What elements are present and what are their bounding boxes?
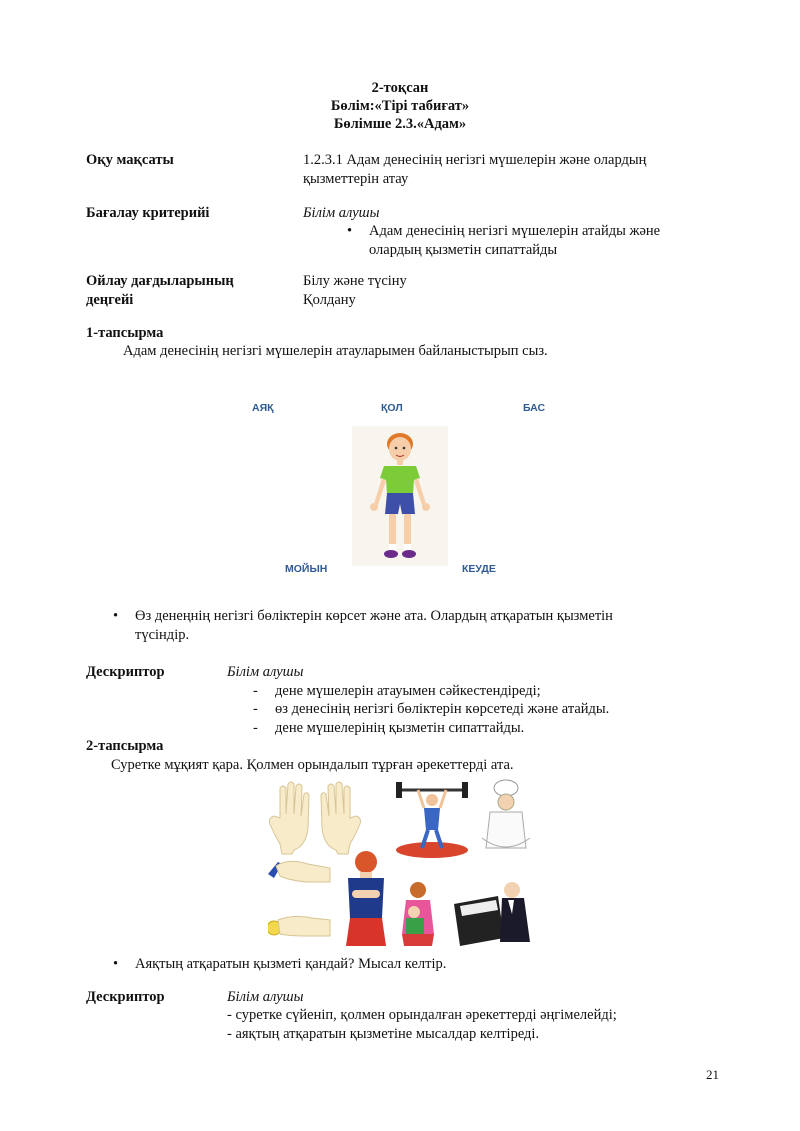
task1-bullet-1: • Өз денеңнің негізгі бөліктерін көрсет және ата. Олардың атқаратын қызметін xyxy=(135,608,613,625)
objectives-text-2: қызметтерін атау xyxy=(303,171,409,187)
label-neck: МОЙЫН xyxy=(285,563,328,575)
task2-instruction: Суретке мұқият қара. Қолмен орындалып тұрған әрекеттерді ата. xyxy=(111,757,514,773)
descriptor2-learner: Білім алушы xyxy=(227,989,304,1005)
thinking-label-1: Ойлау дағдыларының xyxy=(86,273,234,289)
descriptor1-learner: Білім алушы xyxy=(227,664,304,680)
task1-instruction: Адам денесінің негізгі мүшелерін атауларымен байланыстырып сыз. xyxy=(123,343,548,359)
descriptor2-label: Дескриптор xyxy=(86,989,165,1005)
label-head: БАС xyxy=(523,402,546,414)
page-number: 21 xyxy=(706,1067,719,1082)
actions-illustration xyxy=(268,778,538,950)
criteria-bullet-1: • Адам денесінің негізгі мүшелерін атайды және xyxy=(369,223,660,240)
thinking-label-2: деңгейі xyxy=(86,292,134,308)
hand-ball-icon xyxy=(268,916,330,936)
chef-icon xyxy=(482,780,530,848)
hands-icon xyxy=(270,782,361,854)
label-arm: ҚОЛ xyxy=(381,402,403,414)
descriptor2-item-2: - аяқтың атқаратын қызметіне мысалдар келтіреді. xyxy=(227,1026,540,1042)
thinking-level-1: Білу және түсіну xyxy=(303,273,407,289)
task1-title: 1-тапсырма xyxy=(86,325,164,341)
criteria-label: Бағалау критерийі xyxy=(86,205,210,221)
boy-illustration xyxy=(352,426,448,566)
mother-child-icon xyxy=(402,882,434,946)
descriptor2-item-1: - суретке сүйеніп, қолмен орындалған әрекеттерді әңгімелейді; xyxy=(227,1007,617,1023)
task1-bullet-2: түсіндір. xyxy=(135,627,190,643)
subsection-title: Бөлімше 2.3.«Адам» xyxy=(333,116,467,132)
task2-title: 2-тапсырма xyxy=(86,738,164,754)
descriptor1-label: Дескриптор xyxy=(86,664,165,680)
hand-writing-icon xyxy=(268,861,330,882)
quarter-title: 2-тоқсан xyxy=(371,80,429,96)
descriptor1-item-1: - дене мүшелерін атауымен сәйкестендіреді; xyxy=(275,683,541,700)
task2-bullet: • Аяқтың атқаратын қызметі қандай? Мысал келтір. xyxy=(135,956,446,973)
objectives-label: Оқу мақсаты xyxy=(86,152,174,168)
label-chest: КЕУДЕ xyxy=(462,563,496,575)
criteria-learner: Білім алушы xyxy=(303,205,380,221)
weightlifter-icon xyxy=(396,782,468,858)
girl-arms-crossed-icon xyxy=(346,851,386,946)
thinking-level-2: Қолдану xyxy=(303,292,356,308)
section-title: Бөлім:«Тірі табиғат» xyxy=(330,98,470,114)
objectives-text-1: 1.2.3.1 Адам денесінің негізгі мүшелерін және олардың xyxy=(303,152,647,168)
descriptor1-item-2: - өз денесінің негізгі бөліктерін көрсетеді және атайды. xyxy=(275,701,609,718)
criteria-bullet-2: олардың қызметін сипаттайды xyxy=(369,242,558,258)
pianist-icon xyxy=(454,882,530,946)
label-leg: АЯҚ xyxy=(252,402,274,414)
descriptor1-item-3: - дене мүшелерінің қызметін сипаттайды. xyxy=(275,720,524,737)
